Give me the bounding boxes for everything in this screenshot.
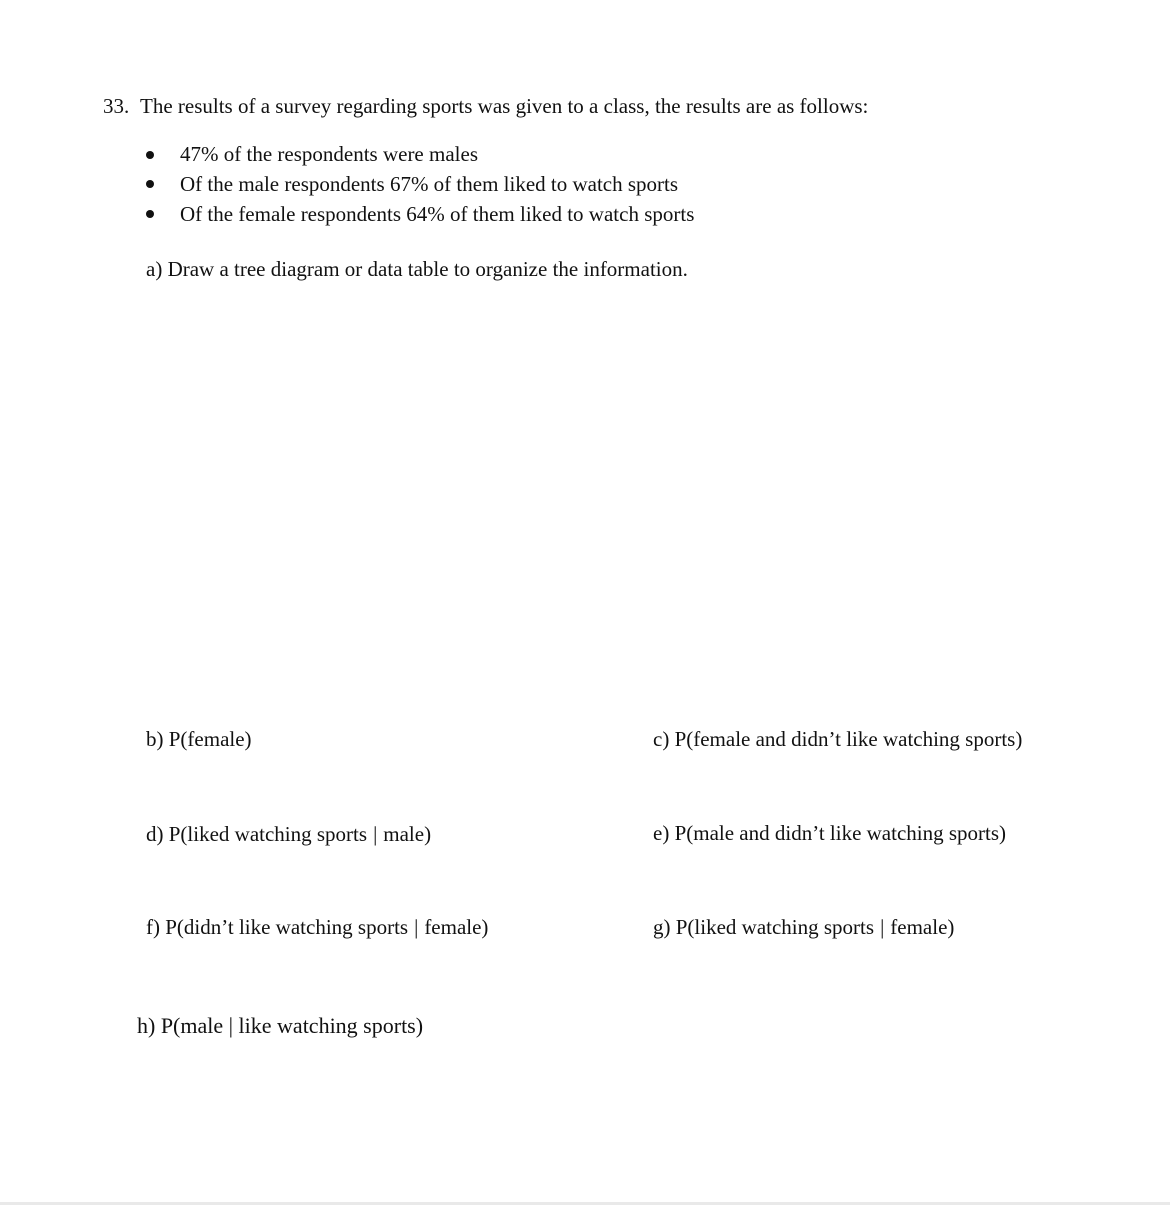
part-e: e) P(male and didn’t like watching sports) [653,821,1007,845]
part-a: a) Draw a tree diagram or data table to organize the information. [146,257,688,281]
part-f-separator: | [414,915,419,939]
part-h: h) P(male | like watching sports) [137,1013,424,1038]
bullet-dot-3 [146,210,154,218]
part-f [146,915,488,939]
part-g-prefix: g) P(liked watching sports [653,915,875,939]
part-d [146,822,431,846]
part-g-separator: | [880,915,885,939]
part-g-suffix: female) [890,915,955,939]
part-b: b) P(female) [146,727,252,751]
part-g [653,915,954,939]
part-f-prefix: f) P(didn’t like watching sports [146,915,409,939]
bullet-dot-2 [146,180,154,188]
part-d-separator: | [373,822,378,846]
bullet-dot-1 [146,151,154,159]
bullet-item-1: 47% of the respondents were males [180,142,478,166]
question-text: The results of a survey regarding sports was given to a class, the results are as follows: [140,94,869,118]
question-number: 33. [103,94,130,118]
part-c: c) P(female and didn’t like watching sports) [653,727,1023,751]
bullet-item-2: Of the male respondents 67% of them liked to watch sports [180,172,679,196]
part-f-suffix: female) [424,915,489,939]
part-d-prefix: d) P(liked watching sports [146,822,368,846]
bullet-item-3: Of the female respondents 64% of them liked to watch sports [180,202,695,226]
part-d-suffix: male) [383,822,432,846]
